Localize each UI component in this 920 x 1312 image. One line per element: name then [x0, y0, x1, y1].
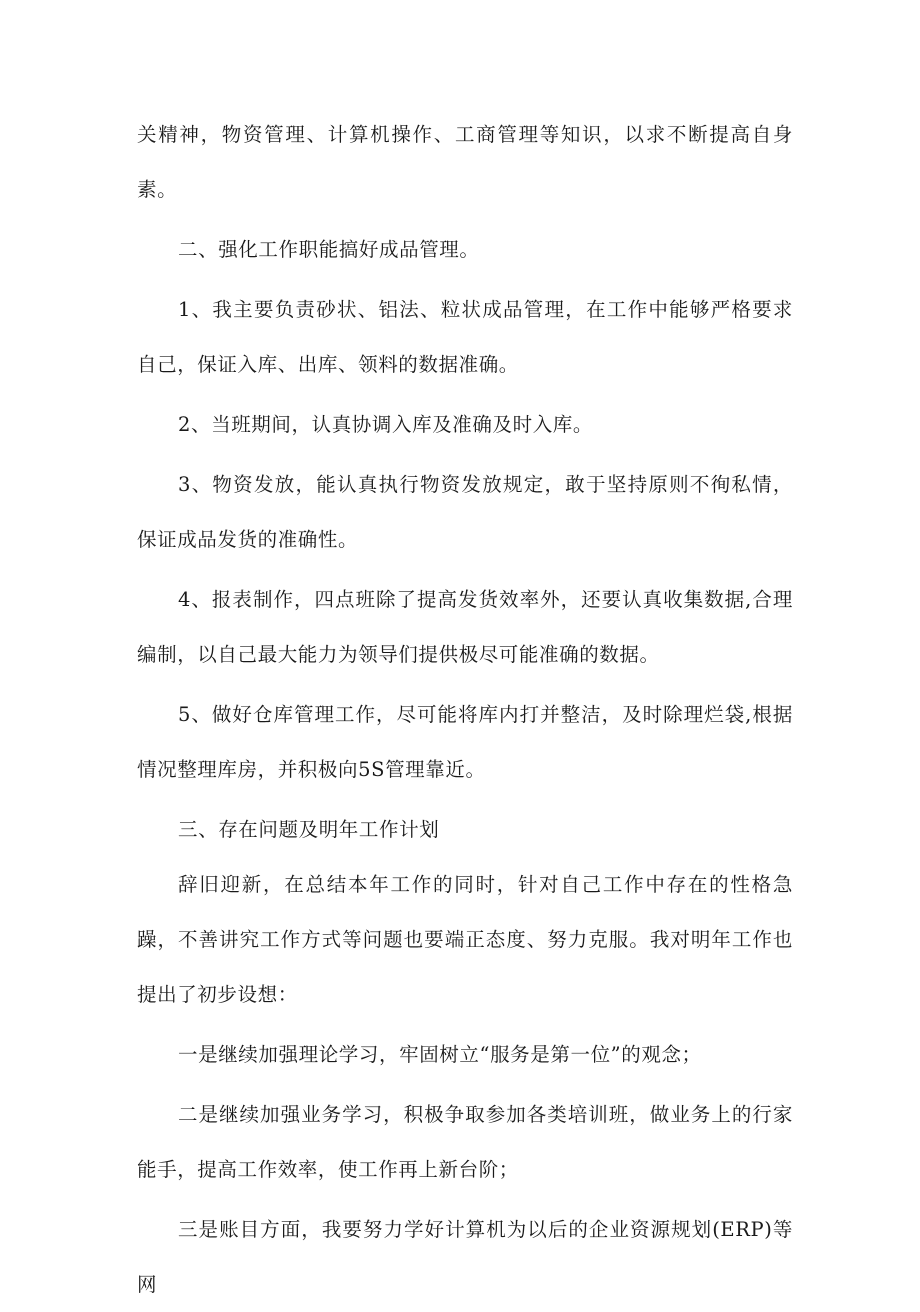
- list-item-4: 4、报表制作，四点班除了提高发货效率外，还要认真收集数据,合理编制，以自己最大能力为领导们提供极尽可能准确的数据。: [137, 588, 793, 666]
- list-item-1: 1、我主要负责砂状、铝法、粒状成品管理，在工作中能够严格要求自己，保证入库、出库、领料的数据准确。: [137, 298, 793, 376]
- list-item-5: 5、做好仓库管理工作，尽可能将库内打并整洁，及时除理烂袋,根据情况整理库房，并积极向5S管理靠近。: [137, 703, 793, 781]
- section-heading-3: 三、存在问题及明年工作计划: [178, 818, 440, 841]
- list-item-2: 2、当班期间，认真协调入库及准确及时入库。: [178, 413, 594, 436]
- plan-item-3: 三是账目方面，我要努力学好计算机为以后的企业资源规划(ERP)等网: [137, 1218, 793, 1296]
- section-heading-2: 二、强化工作职能搞好成品管理。: [178, 238, 480, 261]
- list-item-3: 3、物资发放，能认真执行物资发放规定，敢于坚持原则不徇私情，保证成品发货的准确性。: [137, 473, 793, 551]
- paragraph-continuation: 关精神，物资管理、计算机操作、工商管理等知识，以求不断提高自身素。: [137, 123, 793, 201]
- plan-item-2: 二是继续加强业务学习，积极争取参加各类培训班，做业务上的行家能手，提高工作效率，使工作再上新台阶；: [137, 1103, 793, 1181]
- document-body: [137, 107, 793, 1312]
- paragraph-summary: 辞旧迎新，在总结本年工作的同时，针对自己工作中存在的性格急躁，不善讲究工作方式等问题也要端正态度、努力克服。我对明年工作也提出了初步设想：: [137, 873, 793, 1006]
- plan-item-1: 一是继续加强理论学习，牢固树立“服务是第一位”的观念；: [178, 1043, 702, 1066]
